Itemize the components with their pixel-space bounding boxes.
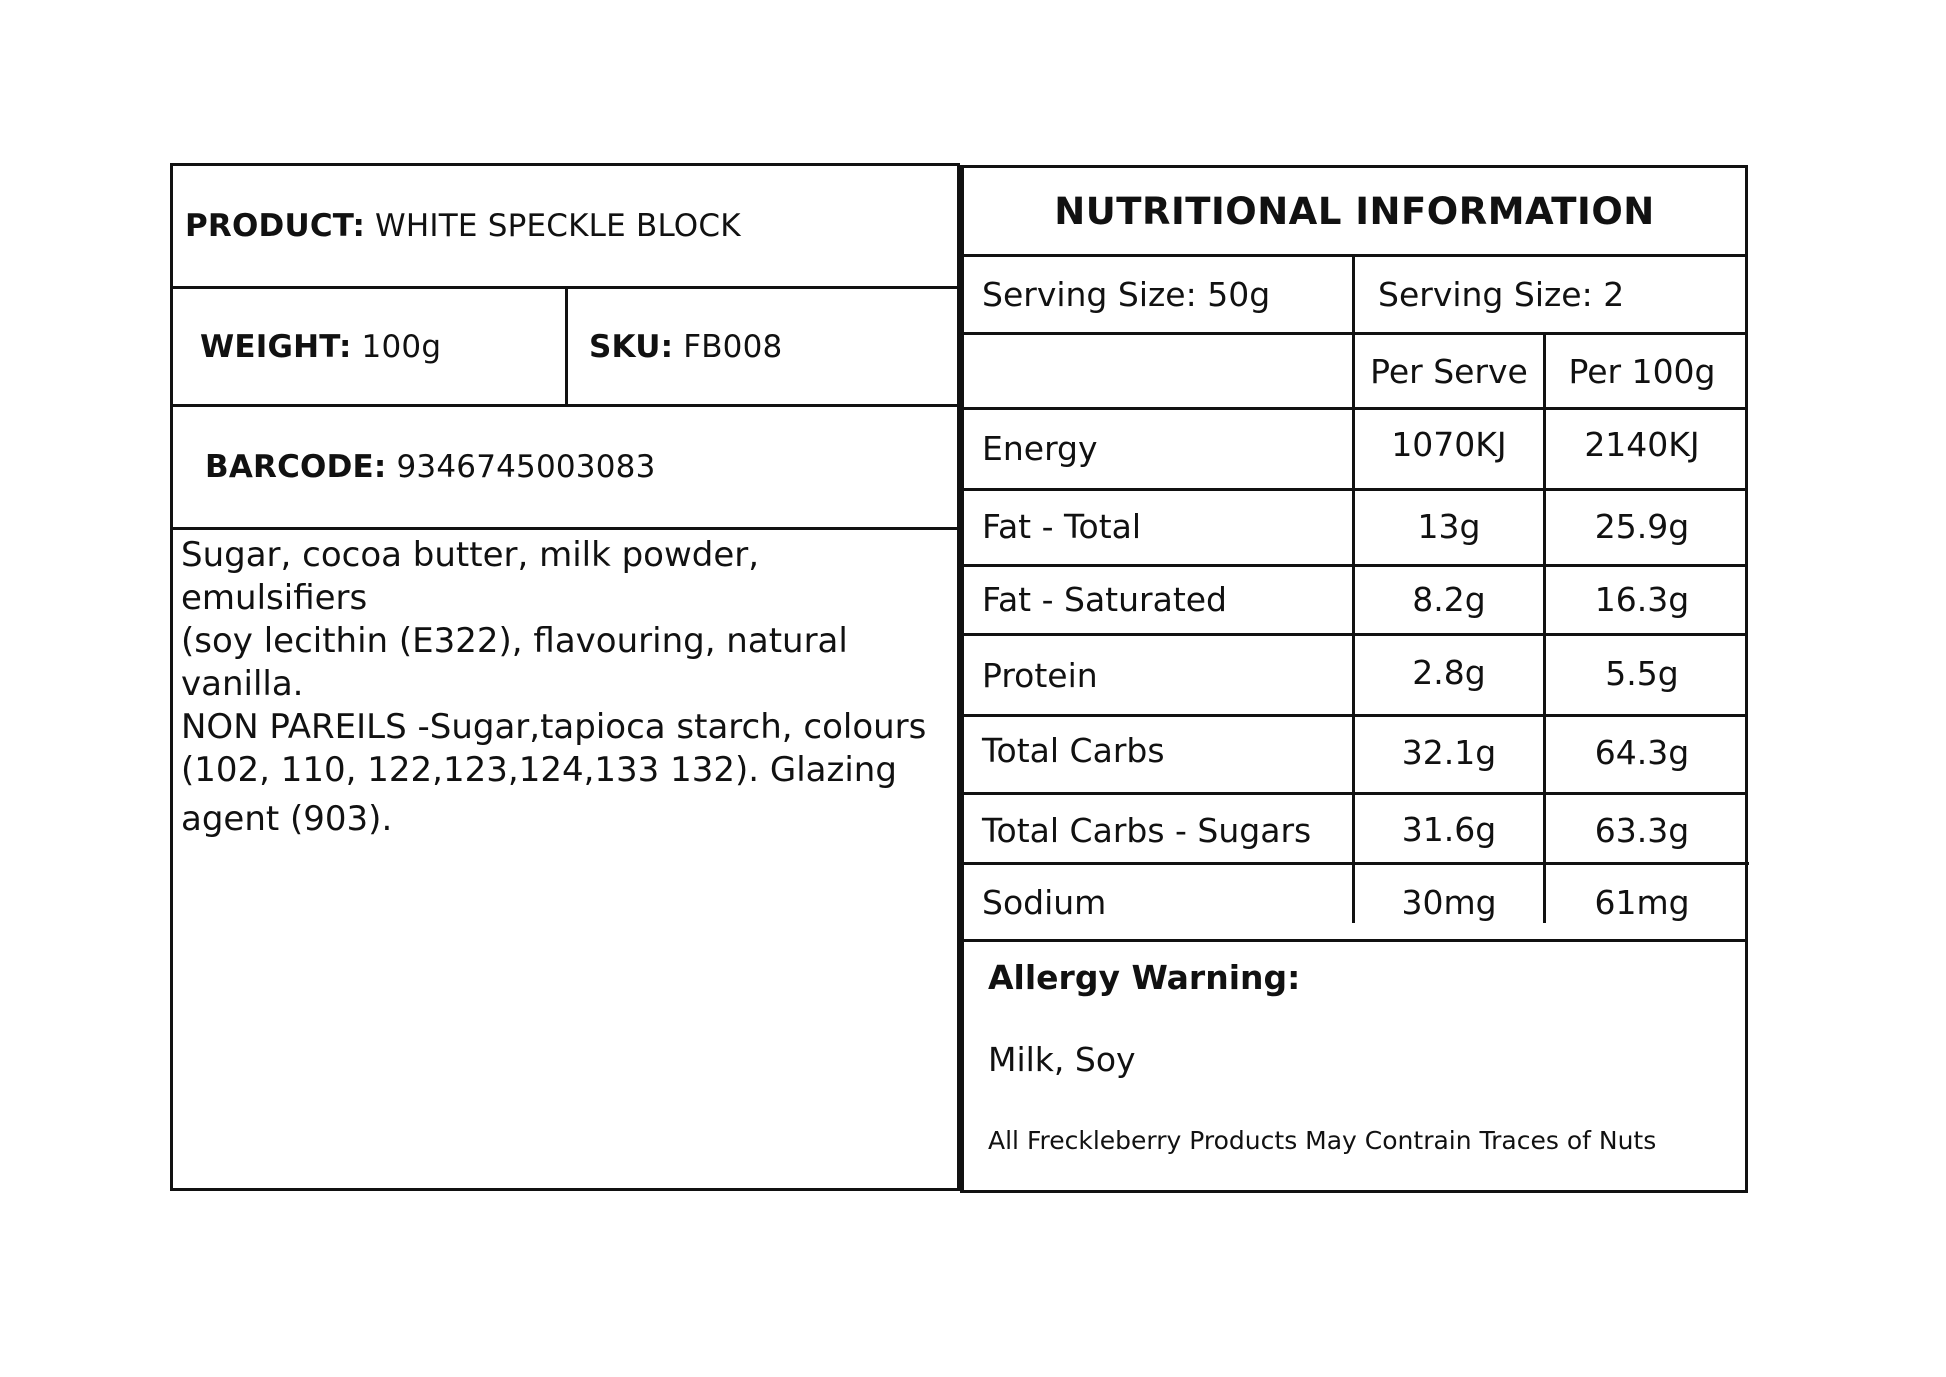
nutrient-name: Protein bbox=[982, 655, 1098, 695]
nutrient-per-serve: 31.6g bbox=[1401, 809, 1497, 849]
barcode-label: BARCODE: bbox=[205, 449, 387, 485]
nutrient-per-100g: 61mg bbox=[1594, 882, 1690, 922]
nutrient-per-serve: 32.1g bbox=[1401, 732, 1497, 772]
column-header-per-100g: Per 100g bbox=[1568, 351, 1716, 391]
ingredients-line: (soy lecithin (E322), flavouring, natural vanilla. bbox=[181, 621, 848, 704]
weight-field bbox=[200, 289, 441, 404]
ingredients-line: NON PAREILS -Sugar,tapioca starch, colours bbox=[181, 707, 927, 747]
nutrient-name: Energy bbox=[982, 428, 1098, 468]
sku-field bbox=[589, 289, 782, 404]
nutrient-name: Fat - Total bbox=[982, 506, 1142, 546]
weight-label: WEIGHT: bbox=[200, 328, 352, 365]
serving-size-left: Serving Size: 50g bbox=[982, 275, 1271, 314]
divider bbox=[964, 939, 1745, 942]
nutrient-per-100g: 2140KJ bbox=[1584, 424, 1700, 464]
divider bbox=[173, 527, 957, 530]
ingredients-line: Sugar, cocoa butter, milk powder, emulsifiers bbox=[181, 535, 760, 618]
allergy-items: Milk, Soy bbox=[988, 1040, 1136, 1079]
allergy-warning-title: Allergy Warning: bbox=[988, 958, 1301, 997]
sku-value: FB008 bbox=[683, 328, 783, 365]
nutrition-title: NUTRITIONAL INFORMATION bbox=[1054, 189, 1655, 233]
ingredients-text bbox=[181, 534, 951, 841]
nutrient-per-100g: 25.9g bbox=[1594, 506, 1690, 546]
barcode-field bbox=[205, 407, 656, 527]
nutrient-per-100g: 64.3g bbox=[1594, 732, 1690, 772]
product-label: PRODUCT: bbox=[185, 208, 366, 244]
nutrient-per-serve: 8.2g bbox=[1412, 579, 1486, 619]
nutrient-name: Total Carbs bbox=[982, 730, 1165, 770]
product-details-panel bbox=[170, 163, 960, 1191]
nutrient-per-100g: 63.3g bbox=[1594, 810, 1690, 850]
divider bbox=[565, 289, 568, 407]
nutrition-panel bbox=[960, 165, 1748, 1193]
nutrient-per-serve: 13g bbox=[1417, 506, 1481, 546]
sku-label: SKU: bbox=[589, 328, 674, 365]
nutrient-per-serve: 30mg bbox=[1401, 882, 1497, 922]
product-value: WHITE SPECKLE BLOCK bbox=[375, 208, 741, 244]
weight-value: 100g bbox=[361, 328, 442, 365]
nutrient-per-100g: 16.3g bbox=[1594, 579, 1690, 619]
nutrient-name: Total Carbs - Sugars bbox=[982, 810, 1312, 850]
nutrient-per-serve: 1070KJ bbox=[1391, 424, 1507, 464]
column-header-per-serve: Per Serve bbox=[1370, 351, 1528, 391]
nutrient-name: Sodium bbox=[982, 882, 1107, 922]
allergy-note: All Freckleberry Products May Contrain Traces of Nuts bbox=[988, 1126, 1657, 1155]
nutrient-per-serve: 2.8g bbox=[1412, 652, 1486, 692]
product-field bbox=[185, 166, 741, 286]
serving-size-right: Serving Size: 2 bbox=[1378, 275, 1625, 314]
nutrient-name: Fat - Saturated bbox=[982, 579, 1228, 619]
barcode-value: 9346745003083 bbox=[396, 449, 656, 485]
nutrient-per-100g: 5.5g bbox=[1605, 653, 1679, 693]
product-label-sheet bbox=[170, 163, 1748, 1193]
ingredients-line: (102, 110, 122,123,124,133 132). Glazing bbox=[181, 750, 897, 790]
ingredients-line: agent (903). bbox=[181, 799, 393, 839]
